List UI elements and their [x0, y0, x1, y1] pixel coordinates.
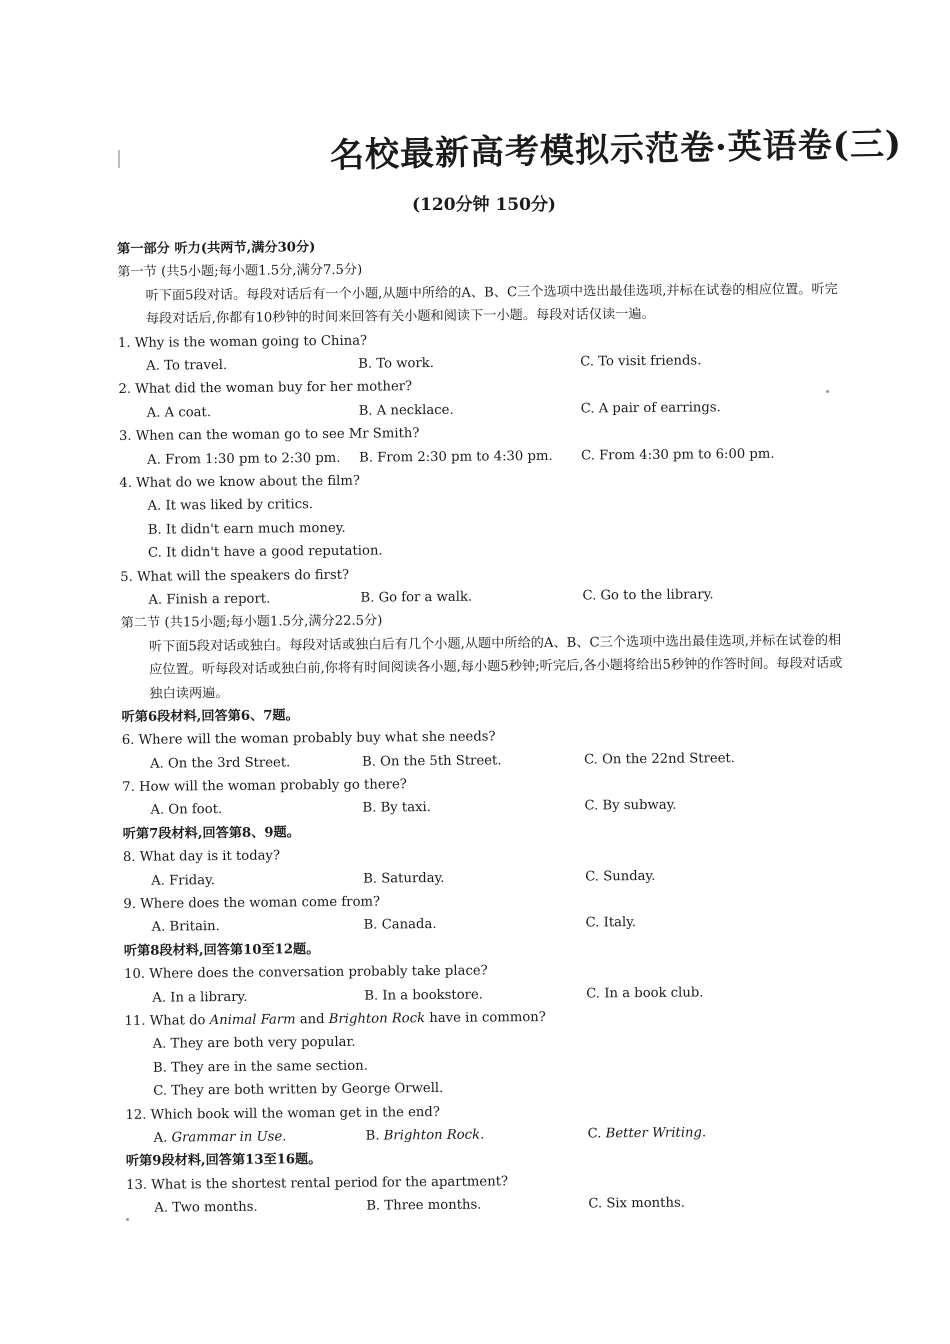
question-stem: 4. What do we know about the film? — [119, 473, 360, 491]
option-a[interactable] — [154, 1125, 287, 1150]
question-stem: 12. Which book will the woman get in the end? — [125, 1104, 440, 1123]
option-a[interactable]: A. It was liked by critics. — [147, 497, 314, 515]
option-letter: B. — [365, 1128, 384, 1144]
question-stem: 5. What will the speakers do first? — [120, 567, 350, 585]
book-title: Better Writing — [605, 1125, 703, 1142]
option-c[interactable]: C. In a book club. — [586, 985, 704, 1002]
option-b[interactable]: B. A necklace. — [358, 402, 454, 419]
question-stem: 9. Where does the woman come from? — [123, 894, 381, 913]
option-b[interactable]: B. Three months. — [366, 1197, 482, 1214]
section-1-block — [117, 254, 848, 331]
book-title: Grammar in Use — [171, 1129, 283, 1146]
option-c[interactable]: C. Italy. — [585, 915, 637, 931]
stem-text: 11. What do — [124, 1013, 210, 1029]
option-b[interactable]: B. To work. — [358, 355, 434, 372]
question-stem: 3. When can the woman go to see Mr Smith? — [118, 426, 420, 445]
option-c[interactable]: C. To visit friends. — [580, 353, 702, 370]
question-stem: 1. Why is the woman going to China? — [117, 333, 368, 351]
scan-mark — [118, 150, 120, 168]
option-a[interactable]: A. Finish a report. — [148, 591, 271, 608]
option-letter: C. — [587, 1126, 606, 1142]
option-a[interactable]: A. Friday. — [151, 872, 216, 889]
question-stem: 13. What is the shortest rental period for the apartment? — [126, 1174, 509, 1193]
option-a[interactable]: A. To travel. — [146, 357, 228, 374]
book-title: Brighton Rock — [383, 1127, 481, 1144]
option-a[interactable]: A. They are both very popular. — [152, 1035, 356, 1053]
page-title: 名校最新高考模拟示范卷·英语卷(三) — [329, 124, 903, 176]
option-c[interactable]: C. By subway. — [584, 798, 677, 815]
option-c[interactable] — [588, 1121, 707, 1146]
section-2-block — [121, 605, 852, 706]
option-a[interactable]: A. On the 3rd Street. — [149, 755, 291, 772]
option-a[interactable]: A. A coat. — [146, 404, 212, 421]
option-b[interactable]: B. They are in the same section. — [152, 1058, 368, 1076]
question-stem: 8. What day is it today? — [122, 848, 281, 866]
option-b[interactable]: B. By taxi. — [362, 800, 431, 817]
option-b[interactable]: B. Saturday. — [363, 870, 445, 887]
stem-text: and — [295, 1012, 329, 1028]
question-stem: 6. Where will the woman probably buy what she needs? — [121, 729, 496, 749]
option-c[interactable]: C. On the 22nd Street. — [583, 750, 736, 768]
question-stem: 10. Where does the conversation probably take place? — [123, 963, 488, 983]
option-b[interactable]: B. Go for a walk. — [360, 589, 473, 606]
option-b[interactable]: B. In a bookstore. — [364, 987, 484, 1004]
book-title: Animal Farm — [209, 1012, 296, 1029]
option-b[interactable] — [366, 1123, 485, 1148]
option-a[interactable]: A. From 1:30 pm to 2:30 pm. — [147, 450, 341, 468]
material-heading: 听第6段材料,回答第6、7题。 — [121, 708, 299, 725]
option-a[interactable]: A. On foot. — [150, 802, 223, 819]
part-heading: 第一部分 听力(共两节,满分30分) — [117, 240, 316, 257]
book-title: Brighton Rock — [328, 1011, 426, 1028]
exam-duration-score: (120分钟 150分) — [412, 195, 556, 215]
stem-text: have in common? — [425, 1009, 546, 1027]
period: . — [282, 1129, 287, 1145]
option-b[interactable]: B. On the 5th Street. — [361, 753, 502, 770]
option-letter: A. — [153, 1130, 172, 1146]
material-heading: 听第8段材料,回答第10至12题。 — [123, 941, 320, 959]
scan-mark — [826, 390, 829, 393]
question-stem: 2. What did the woman buy for her mother? — [118, 379, 413, 398]
option-b[interactable]: B. From 2:30 pm to 4:30 pm. — [359, 448, 553, 466]
option-c[interactable]: C. Six months. — [588, 1195, 685, 1212]
option-c[interactable]: C. They are both written by George Orwell. — [153, 1081, 444, 1099]
option-c[interactable]: C. Go to the library. — [582, 587, 714, 604]
option-c[interactable]: C. It didn't have a good reputation. — [147, 543, 383, 561]
section-2-heading: 第二节 (共15小题;每小题1.5分,满分22.5分) — [120, 613, 383, 632]
scan-mark — [126, 1218, 129, 1221]
option-a[interactable]: A. Britain. — [151, 919, 220, 936]
section-1-instruction: 听下面5段对话。每段对话后有一个小题,从题中所给的A、B、C三个选项中选出最佳选项,并标在试卷的相应位置。听完每段对话后,你都有10秒钟的时间来回答有关小题和阅读下一小题。每段对话仅读一遍。 — [145, 281, 838, 327]
option-c[interactable]: C. Sunday. — [585, 868, 656, 885]
period: . — [701, 1125, 707, 1141]
material-heading: 听第9段材料,回答第13至16题。 — [125, 1152, 322, 1170]
option-a[interactable]: A. In a library. — [152, 989, 248, 1006]
exam-content — [117, 231, 856, 1220]
option-c[interactable]: C. A pair of earrings. — [580, 399, 721, 417]
section-1-heading: 第一节 (共5小题;每小题1.5分,满分7.5分) — [117, 263, 363, 281]
question-stem: 7. How will the woman probably go there? — [122, 777, 407, 796]
section-2-instruction: 听下面5段对话或独白。每段对话或独白后有几个小题,从题中所给的A、B、C三个选项中选出最佳选项,并标在试卷的相应位置。听每段对话或独白前,你将有时间阅读各小题,每小题5秒钟;听完后,各小题将给出5秒钟的作答时间。每段对话或独白读两遍。 — [148, 632, 843, 702]
option-b[interactable]: B. It didn't earn much money. — [147, 520, 346, 538]
option-a[interactable]: A. Two months. — [154, 1199, 258, 1216]
period: . — [479, 1127, 485, 1143]
option-c[interactable]: C. From 4:30 pm to 6:00 pm. — [581, 446, 775, 464]
option-b[interactable]: B. Canada. — [363, 917, 437, 934]
material-heading: 听第7段材料,回答第8、9题。 — [122, 825, 300, 842]
